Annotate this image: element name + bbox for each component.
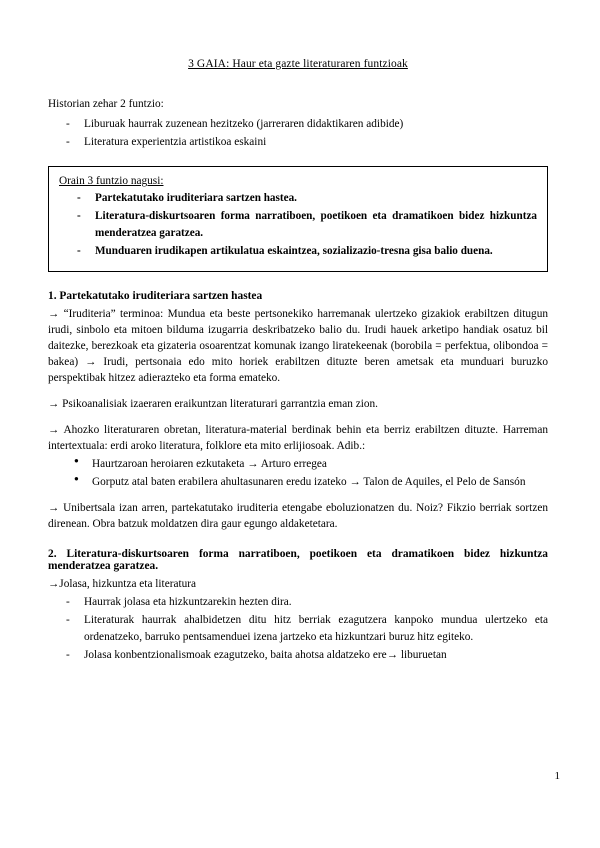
list-item: - Literatura-diskurtsoaren forma narratiboen, poetikoen eta dramatikoen bidez hizkuntza menderatzea garatzea. [77,208,537,240]
list-item: ● Haurtzaroan heroiaren ezkutaketa → Arturo erregea [74,456,548,472]
section-1-paragraph-1: → “Iruditeria” terminoa: Mundua eta beste pertsonekiko harremanak ulertzeko gizakiok erabiltzen ditugun irudi, sinbolo eta mitoen bilduma izugarria deskribatzeko balio du. Irudi hauek arketipo handiak osatuz bil daitezke, berezkoak eta gizateria osoarentzat komunak izango liratekeenak (borobila = perfektua, olibondoa = bakea) → Irudi, pertsonaia edo mito horiek erabiltzen dituzte beren ametsak eta munduari buruzko perspektibak hitzez adierazteko eta forma emateko. [48,308,548,385]
section-1-paragraph-4: → Unibertsala izan arren, partekatutako iruditeria etengabe eboluzionatzen du. Noiz? Fikzio berriak sortzen direnean. Obra batzuk moldatzen dira gaur egungo aldaketetara. [48,502,548,531]
list-item: - Literaturak haurrak ahalbidetzen ditu hitz berriak ezagutzera kanpoko mundua ulertzeko eta ordenatzeko, barruko pentsamenduei izena jartzeko eta hizkuntzari buruz hitz egiteko. [66,612,548,644]
section-1-paragraph-3: → Ahozko literaturaren obretan, literatura-material berdinak behin eta berriz erabiltzen dituzte. Harreman intertextuala: erdi aroko literatura, folklore eta mito erlijiosoak. Adib.: [48,424,548,453]
list-item: - Haurrak jolasa eta hizkuntzarekin hezten dira. [66,594,548,610]
page-title: 3 GAIA: Haur eta gazte literaturaren funtzioak [188,58,408,70]
section-1-heading: 1. Partekatutako iruditeriara sartzen hastea [48,290,263,303]
intro-list [48,116,548,150]
list-item: ● Gorputz atal baten erabilera ahultasunaren eredu izateko → Talon de Aquiles, el Pelo de Sansón [74,474,548,490]
section-2-subheading: →Jolasa, hizkuntza eta literatura [48,578,197,591]
section-2-heading: 2. Literatura-diskurtsoaren forma narratiboen, poetikoen eta dramatikoen bidez hizkuntza menderatzea garatzea. [48,548,548,573]
section-1-paragraph-2: → Psikoanalisiak izaeraren eraikuntzan literaturari garrantzia eman zion. [48,398,378,411]
list-item: - Liburuak haurrak zuzenean hezitzeko (jarreraren didaktikaren adibide) [66,116,548,132]
section-1-bullet-list [48,456,548,490]
intro-line: Historian zehar 2 funtzio: [48,98,164,110]
box-heading: Orain 3 funtzio nagusi: [59,175,164,188]
list-item: - Munduaren irudikapen artikulatua eskaintzea, sozializazio-tresna gisa balio duena. [77,243,537,259]
highlight-box [48,166,548,272]
section-2-list [48,594,548,662]
list-item: - Jolasa konbentzionalismoak ezagutzeko, baita ahotsa aldatzeko ere→ liburuetan [66,647,548,663]
list-item: - Partekatutako iruditeriara sartzen hastea. [77,190,537,206]
box-list [59,190,537,259]
list-item: - Literatura experientzia artistikoa eskaini [66,134,548,150]
page-number: 1 [554,770,560,782]
